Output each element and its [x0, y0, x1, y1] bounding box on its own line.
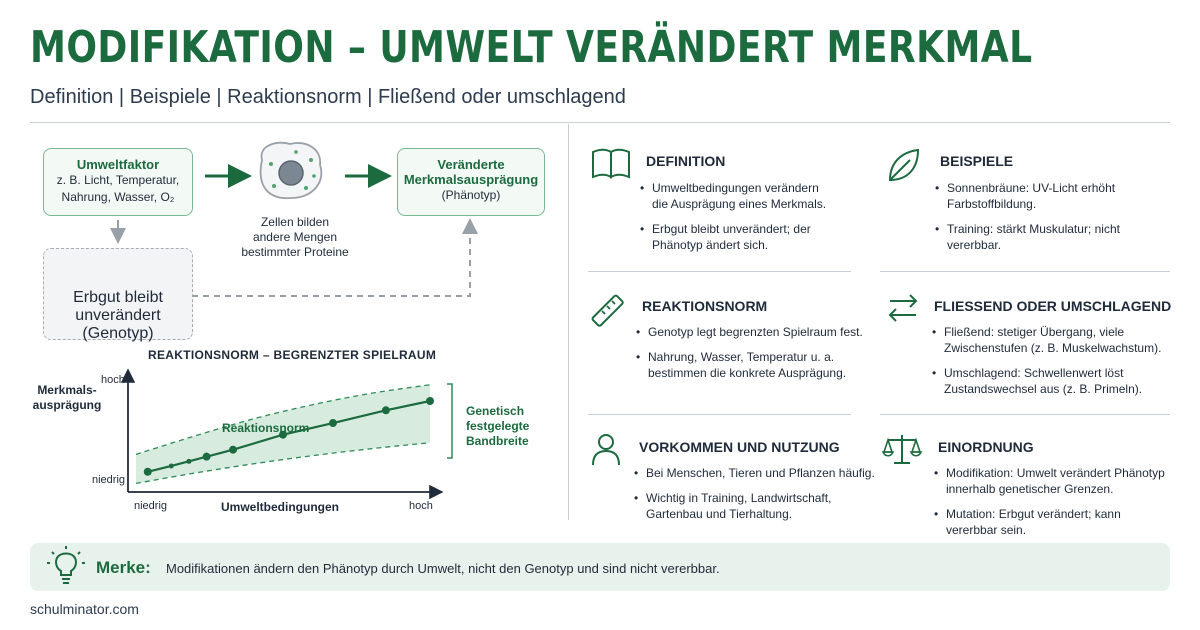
genotyp-line2: unverändert: [75, 307, 161, 324]
phaenotyp-title2: Merkmalsausprägung: [403, 172, 539, 187]
x-tick-high: hoch: [409, 500, 433, 512]
beispiele-title: BEISPIELE: [940, 153, 1014, 169]
y-tick-high: hoch: [101, 374, 125, 386]
chart-title: REAKTIONSNORM – BEGRENZTER SPIELRAUM: [148, 348, 437, 362]
beispiele-item-1: • Sonnenbräune: UV-Licht erhöht Farbstoffbildung.: [933, 180, 1163, 212]
einordnung-item-1: • Modifikation: Umwelt verändert Phänotyp innerhalb genetischer Grenzen.: [932, 465, 1172, 497]
reaktionsnorm-item-2: • Nahrung, Wasser, Temperatur u. a. bestimmen die konkrete Ausprägung.: [634, 349, 874, 381]
separator-beispiele: [880, 271, 1170, 272]
einordnung-item-2: • Mutation: Erbgut verändert; kann vererbbar sein.: [932, 506, 1172, 538]
phaenotyp-title1: Veränderte: [437, 157, 505, 172]
y-axis-label-line1: Merkmals-: [37, 383, 97, 397]
fliessend-item-1: • Fließend: stetiger Übergang, viele Zwischenstufen (z. B. Muskelwachstum).: [930, 324, 1170, 356]
y-axis-label-line2: ausprägung: [32, 398, 102, 412]
data-point-1: [144, 468, 152, 476]
data-point-7: [329, 419, 337, 427]
swap-arrows-icon: [884, 291, 924, 325]
page-subtitle: Definition | Beispiele | Reaktionsnorm | Fließend oder umschlagend: [30, 86, 626, 108]
merke-label: Merke:: [96, 558, 151, 577]
einordnung-title: EINORDNUNG: [938, 439, 1034, 455]
data-point-4: [203, 453, 211, 461]
x-tick-low: niedrig: [134, 500, 168, 512]
separator-fliessend: [880, 414, 1170, 415]
band-bracket: [447, 384, 452, 458]
umweltfaktor-line2: Nahrung, Wasser, O₂: [61, 190, 175, 204]
reaktionsnorm-chart: [0, 0, 570, 530]
footer-site: schulminator.com: [30, 601, 139, 617]
vorkommen-item-2: • Wichtig in Training, Landwirtschaft, Gartenbau und Tierhaltung.: [632, 490, 882, 522]
separator-reaktionsnorm: [588, 414, 851, 415]
y-tick-low: niedrig: [92, 474, 126, 486]
vorkommen-title: VORKOMMEN UND NUTZUNG: [639, 439, 840, 455]
fliessend-title: FLIESSEND ODER UMSCHLAGEND: [934, 298, 1172, 314]
data-point-3: [186, 459, 191, 464]
genotyp-line3: (Genotyp): [82, 325, 154, 342]
band-label-line1: Genetisch: [466, 404, 525, 418]
scale-icon: [882, 432, 926, 468]
band-label-line3: Bandbreite: [466, 434, 529, 448]
reaktionsnorm-title: REAKTIONSNORM: [642, 298, 768, 314]
x-axis-label: Umweltbedingungen: [221, 500, 339, 514]
leaf-icon: [884, 146, 924, 186]
separator-definition: [588, 271, 851, 272]
definition-item-2: • Erbgut bleibt unverändert; der Phänotyp ändert sich.: [638, 221, 838, 253]
data-point-2: [169, 463, 174, 468]
data-point-8: [382, 406, 390, 414]
data-point-9: [426, 397, 434, 405]
umweltfaktor-title: Umweltfaktor: [76, 157, 160, 172]
fliessend-item-2: • Umschlagend: Schwellenwert löst Zustandswechsel aus (z. B. Primeln).: [930, 365, 1170, 397]
cell-text-line2: andere Mengen: [252, 230, 338, 244]
data-point-5: [229, 446, 237, 454]
vorkommen-item-1: • Bei Menschen, Tieren und Pflanzen häufig.: [632, 465, 882, 481]
person-icon: [590, 432, 626, 468]
book-icon: [590, 146, 632, 182]
genotyp-line1: Erbgut bleibt: [73, 289, 163, 306]
definition-item-1: • Umweltbedingungen verändern die Ausprägung eines Merkmals.: [638, 180, 838, 212]
definition-title: DEFINITION: [646, 153, 726, 169]
cell-text-line1: Zellen bilden: [260, 215, 330, 229]
cell-text-line3: bestimmter Proteine: [241, 245, 349, 259]
series-label: Reaktionsnorm: [222, 421, 310, 435]
beispiele-item-2: • Training: stärkt Muskulatur; nicht vererbbar.: [933, 221, 1163, 253]
merke-box: [30, 543, 1170, 591]
reaktionsnorm-item-1: • Genotyp legt begrenzten Spielraum fest.: [634, 324, 874, 340]
band-label-line2: festgelegte: [466, 419, 530, 433]
lightbulb-icon: [44, 543, 92, 591]
ruler-icon: [588, 291, 628, 331]
merke-text: Modifikationen ändern den Phänotyp durch Umwelt, nicht den Genotyp und sind nicht vererbbar.: [166, 561, 720, 576]
umweltfaktor-line1: z. B. Licht, Temperatur,: [56, 173, 180, 187]
page-title: MODIFIKATION – UMWELT VERÄNDERT MERKMAL: [30, 22, 1033, 73]
phaenotyp-sub: (Phänotyp): [441, 188, 501, 202]
